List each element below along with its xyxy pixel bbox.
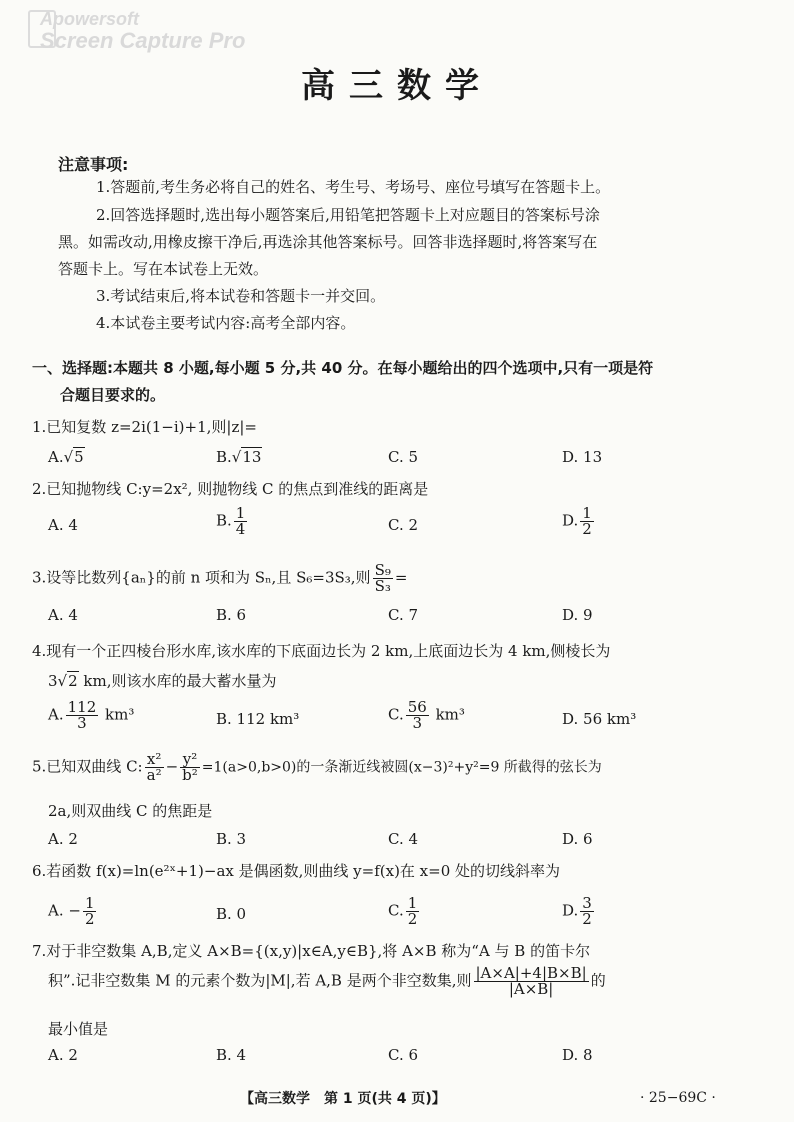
question-5-stem-cont: 2a,则双曲线 C 的焦距是	[48, 802, 213, 820]
q6-option-a: A. − $\frac{1}{2}$	[48, 894, 95, 928]
q2-option-d: D. $\frac{1}{2}$	[562, 504, 592, 538]
q6-option-c: C. $\frac{1}{2}$	[388, 894, 418, 928]
notice-item-2: 2.回答选择题时,选出每小题答案后,用铅笔把答题卡上对应题目的答案标号涂	[96, 206, 600, 224]
q4-option-c: C. $\frac{56}{3}$ km³	[388, 698, 465, 732]
q5-option-a: A. 2	[48, 830, 78, 848]
notice-item-1: 1.答题前,考生务必将自己的姓名、考生号、考场号、座位号填写在答题卡上。	[96, 178, 611, 196]
question-7-stem: 7.对于非空数集 A,B,定义 A×B={(x,y)|x∈A,y∈B},将 A×B 称为“A 与 B 的笛卡尔	[32, 942, 591, 960]
page-footer: 【高三数学 第 1 页(共 4 页)】	[240, 1091, 446, 1107]
q3-option-c: C. 7	[388, 606, 419, 624]
q3-option-d: D. 9	[562, 606, 593, 624]
q7-option-b: B. 4	[216, 1046, 247, 1064]
q1-option-c: C. 5	[388, 448, 419, 466]
section-heading: 一、选择题:本题共 8 小题,每小题 5 分,共 40 分。在每小题给出的四个选项中,只有一项是符 合题目要求的。	[32, 359, 654, 404]
question-4-stem: 4.现有一个正四棱台形水库,该水库的下底面边长为 2 km,上底面边长为 4 km,侧棱长为	[32, 642, 611, 660]
q4-option-b: B. 112 km³	[216, 710, 300, 728]
notice-item-2-cont: 黑。如需改动,用橡皮擦干净后,再选涂其他答案标号。回答非选择题时,将答案写在	[58, 233, 598, 251]
notice-heading: 注意事项:	[58, 155, 129, 174]
question-4-stem-cont: 3√2 km,则该水库的最大蓄水量为	[48, 672, 277, 690]
q5-option-c: C. 4	[388, 830, 419, 848]
q7-option-d: D. 8	[562, 1046, 593, 1064]
page-title: 高三数学	[301, 66, 493, 106]
question-5-stem: 5.已知双曲线 C: $\frac{\text{x²}}{\text{a²}}$ − $\frac{\text{y²}}{\text{b²}}$ =1(a>0,b>0)的一条渐近线被圆(x−3)²+y²=9 所截得的弦长为	[32, 750, 602, 784]
watermark: Apowersoft Screen Capture Pro	[40, 9, 246, 53]
question-2-stem: 2.已知抛物线 C:y=2x², 则抛物线 C 的焦点到准线的距离是	[32, 480, 429, 498]
q3-option-a: A. 4	[48, 606, 78, 624]
q6-option-d: D. $\frac{3}{2}$	[562, 894, 592, 928]
exam-code: · 25−69C ·	[640, 1090, 716, 1106]
q5-option-b: B. 3	[216, 830, 247, 848]
q2-option-b: B. $\frac{1}{4}$	[216, 504, 246, 538]
q4-option-a: A. $\frac{112}{3}$ km³	[48, 698, 135, 732]
q3-option-b: B. 6	[216, 606, 247, 624]
notice-item-2-cont2: 答题卡上。写在本试卷上无效。	[58, 260, 269, 278]
question-6-stem: 6.若函数 f(x)=ln(e²ˣ+1)−ax 是偶函数,则曲线 y=f(x)在 x=0 处的切线斜率为	[32, 862, 561, 880]
question-3-stem: 3.设等比数列{aₙ}的前 n 项和为 Sₙ,且 S₆=3S₃,则 $\frac{\text{S₉}}{\text{S₃}}$ =	[32, 561, 408, 595]
notice-item-3: 3.考试结束后,将本试卷和答题卡一并交回。	[96, 287, 386, 305]
q2-option-a: A. 4	[48, 516, 78, 534]
question-7-stem-cont: 积”.记非空数集 M 的元素个数为|M|,若 A,B 是两个非空数集,则 $\frac{|A\times A|+4|B\times B|}{|A\times B|}$ 的	[48, 964, 606, 998]
q7-option-c: C. 6	[388, 1046, 419, 1064]
q1-option-a: A.√5	[48, 448, 84, 466]
notice-item-4: 4.本试卷主要考试内容:高考全部内容。	[96, 314, 356, 332]
q1-option-d: D. 13	[562, 448, 603, 466]
q4-option-d: D. 56 km³	[562, 710, 637, 728]
q2-option-c: C. 2	[388, 516, 419, 534]
question-1-stem: 1.已知复数 z=2i(1−i)+1,则|z|=	[32, 418, 257, 436]
question-7-stem-cont2: 最小值是	[48, 1020, 109, 1038]
q1-option-b: B.√13	[216, 448, 262, 466]
q5-option-d: D. 6	[562, 830, 593, 848]
q6-option-b: B. 0	[216, 905, 247, 923]
q7-option-a: A. 2	[48, 1046, 78, 1064]
